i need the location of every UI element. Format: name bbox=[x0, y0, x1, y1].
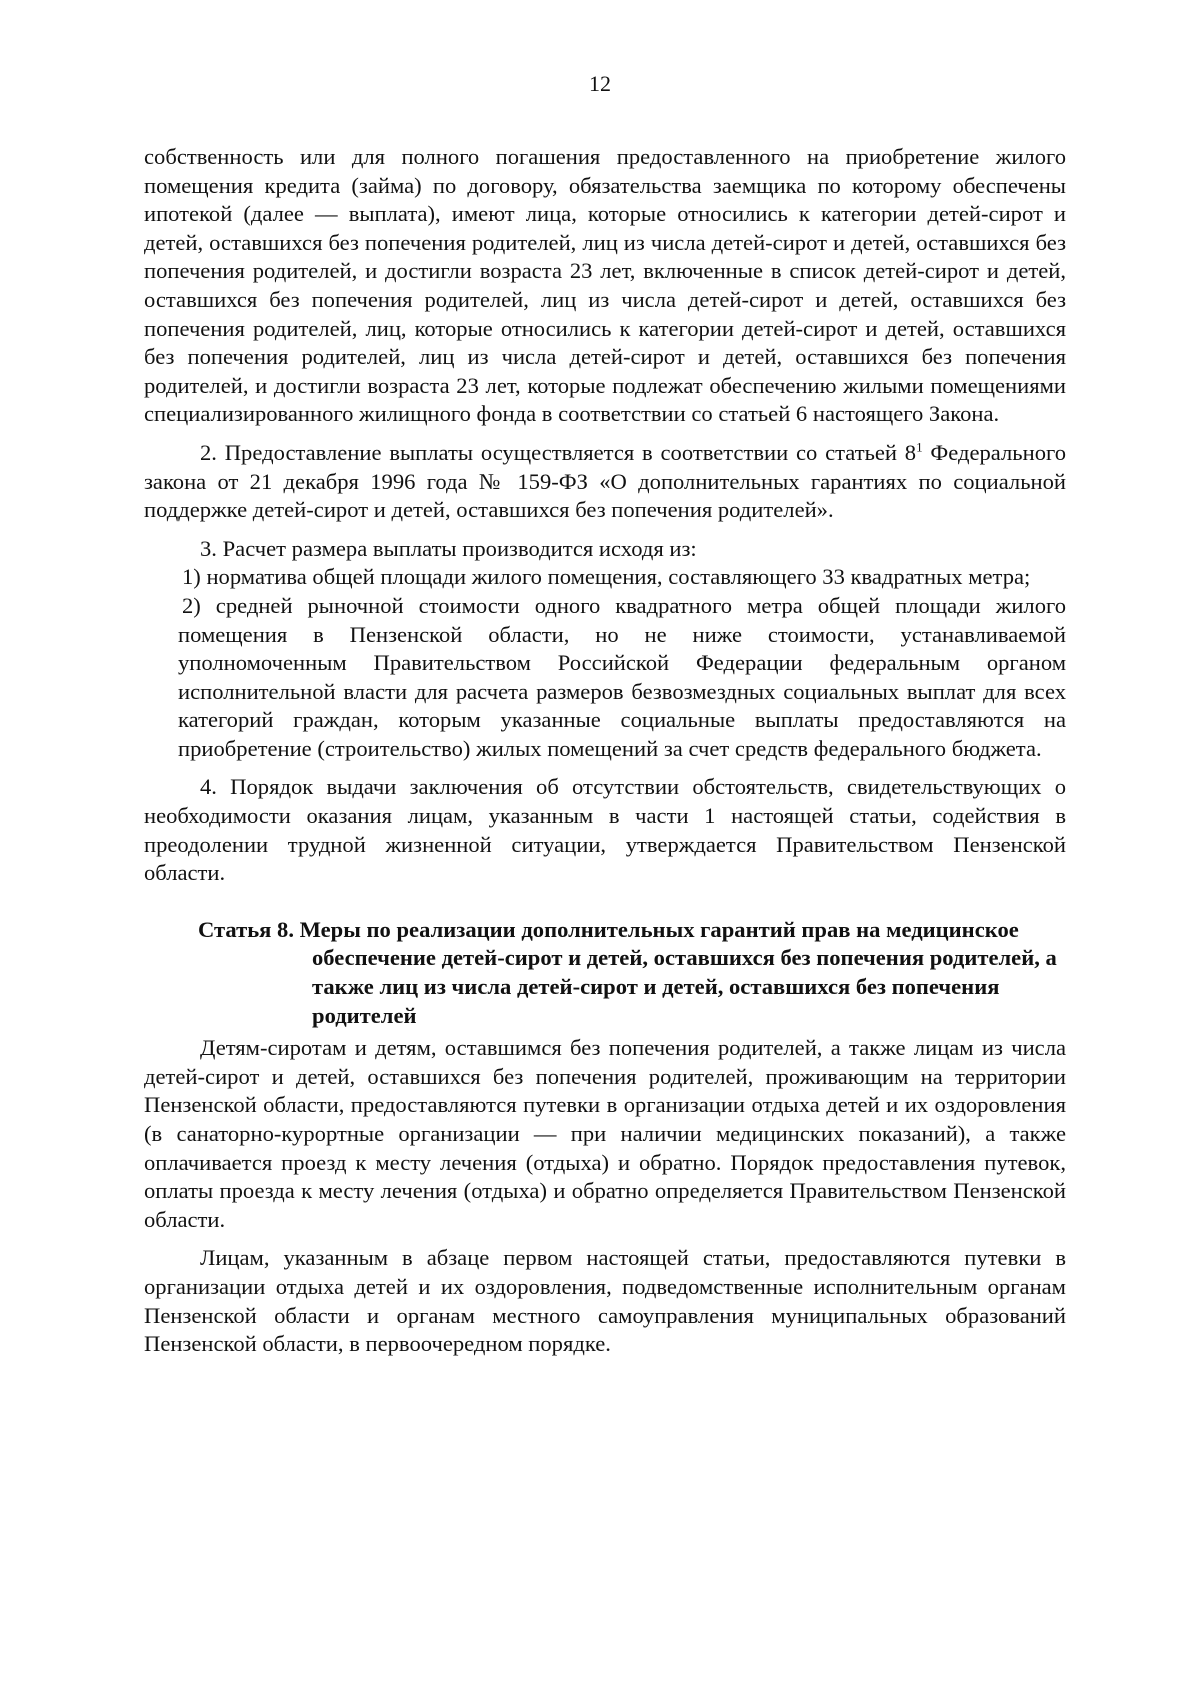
superscript-1: 1 bbox=[916, 439, 923, 455]
article-8-paragraph-1: Детям-сиротам и детям, оставшимся без попечения родителей, а также лицам из числа детей-сирот и детей, оставшихся без попечения родителей, проживающим на территории Пензенской области, предоставляются путевки в организации отдыха детей и их оздоровления (в санаторно-курортные организации — при наличии медицинских показаний), а также оплачивается проезд к месту лечения (отдыха) и обратно. Порядок предоставления путевок, оплаты проезда к месту лечения (отдыха) и обратно определяется Правительством Пензенской области. bbox=[144, 1035, 1066, 1232]
paragraph-item-2 bbox=[144, 439, 1066, 525]
paragraph-item-4: 4. Порядок выдачи заключения об отсутствии обстоятельств, свидетельствующих о необходимости оказания лицам, указанным в части 1 настоящей статьи, содействия в преодолении трудной жизненной ситуации, утверждается Правительством Пензенской области. bbox=[144, 774, 1066, 886]
paragraph-continuation: собственность или для полного погашения предоставленного на приобретение жилого помещения кредита (займа) по договору, обязательства заемщика по которому обеспечены ипотекой (далее — выплата), имеют лица, которые относились к категории детей-сирот и детей, оставшихся без попечения родителей, лиц из числа детей-сирот и детей, оставшихся без попечения родителей, и достигли возраста 23 лет, включенные в список детей-сирот и детей, оставшихся без попечения родителей, лиц из числа детей-сирот и детей, оставшихся без попечения родителей, лиц, которые относились к категории детей-сирот и детей, оставшихся без попечения родителей, лиц из числа детей-сирот и детей, оставшихся без попечения родителей, и достигли возраста 23 лет, которые подлежат обеспечению жилыми помещениями специализированного жилищного фонда в соответствии со статьей 6 настоящего Закона. bbox=[144, 144, 1066, 427]
list-item-3-1: 1) норматива общей площади жилого помещения, составляющего 33 квадратных метра; bbox=[182, 564, 1031, 590]
page-number: 12 bbox=[589, 71, 611, 96]
article-8-paragraph-2: Лицам, указанным в абзаце первом настоящей статьи, предоставляются путевки в организации отдыха детей и их оздоровления, подведомственные исполнительным органам Пензенской области и органам местного самоуправления муниципальных образований Пензенской области, в первоочередном порядке. bbox=[144, 1245, 1066, 1357]
paragraph-item-3: 3. Расчет размера выплаты производится исходя из: bbox=[200, 535, 697, 561]
article-8-heading: Статья 8. Меры по реализации дополнительных гарантий прав на медицинское обеспечение детей-сирот и детей, оставшихся без попечения родителей, а также лиц из числа детей-сирот и детей, оставшихся без попечения родителей bbox=[198, 916, 1057, 1028]
paragraph-item-2-text-cont: Федерального закона от 21 декабря 1996 года № 159-ФЗ «О дополнительных гарантиях по социальной поддержке детей-сирот и детей, оставшихся без попечения родителей». bbox=[144, 439, 1067, 523]
page-content bbox=[144, 143, 1066, 1359]
list-item-3-2: 2) средней рыночной стоимости одного квадратного метра общей площади жилого помещения в Пензенской области, но не ниже стоимости, устанавливаемой уполномоченным Правительством Российской Федерации федеральным органом исполнительной власти для расчета размеров безвозмездных социальных выплат для всех категорий граждан, которым указанные социальные выплаты предоставляются на приобретение (строительство) жилых помещений за счет средств федерального бюджета. bbox=[178, 592, 1066, 761]
paragraph-item-2-text: 2. Предоставление выплаты осуществляется в соответствии со статьей 8 bbox=[200, 439, 917, 465]
